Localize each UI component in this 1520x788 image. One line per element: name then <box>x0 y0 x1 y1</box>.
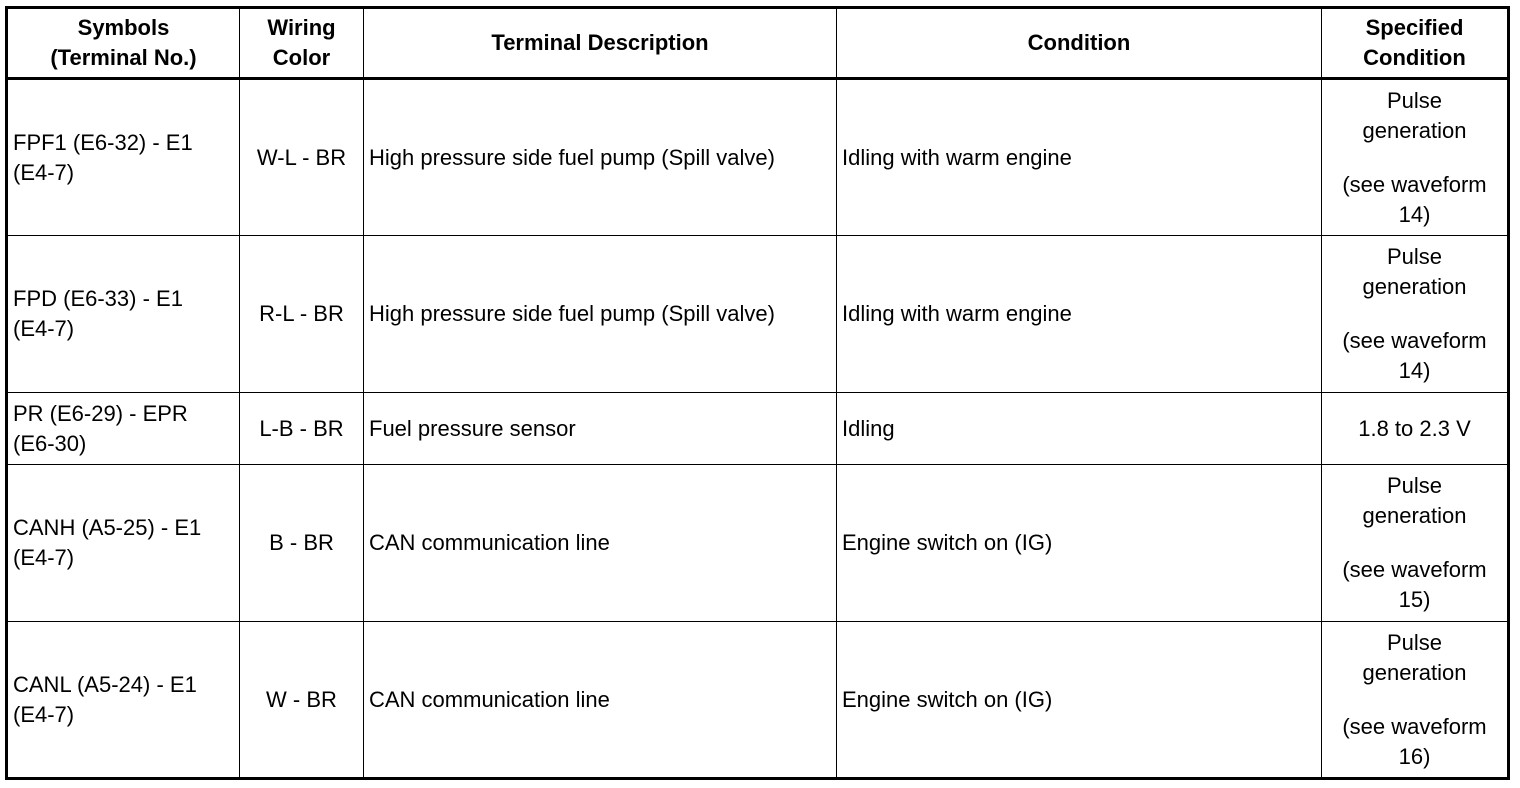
header-specified-condition: Specified Condition <box>1322 8 1509 79</box>
condition-cell: Idling with warm engine <box>837 79 1322 236</box>
table-row <box>7 465 1509 622</box>
description-cell: High pressure side fuel pump (Spill valve) <box>364 236 837 393</box>
specified-condition-cell: 1.8 to 2.3 V <box>1322 393 1509 465</box>
wiring-color-cell: W - BR <box>240 622 364 779</box>
description-cell: High pressure side fuel pump (Spill valve) <box>364 79 837 236</box>
specified-condition-cell: Pulse generation (see waveform 14) <box>1322 79 1509 236</box>
header-terminal-description: Terminal Description <box>364 8 837 79</box>
specified-condition-cell: Pulse generation (see waveform 15) <box>1322 465 1509 622</box>
wiring-color-cell: B - BR <box>240 465 364 622</box>
specified-condition-cell: Pulse generation (see waveform 14) <box>1322 236 1509 393</box>
header-wiring-color: Wiring Color <box>240 8 364 79</box>
specified-condition-cell: Pulse generation (see waveform 16) <box>1322 622 1509 779</box>
symbol-cell: PR (E6-29) - EPR (E6-30) <box>7 393 240 465</box>
table-row <box>7 393 1509 465</box>
header-symbols: Symbols (Terminal No.) <box>7 8 240 79</box>
wiring-color-cell: W-L - BR <box>240 79 364 236</box>
symbol-cell: FPD (E6-33) - E1 (E4-7) <box>7 236 240 393</box>
table-row <box>7 622 1509 779</box>
wiring-color-cell: L-B - BR <box>240 393 364 465</box>
description-cell: Fuel pressure sensor <box>364 393 837 465</box>
symbol-cell: CANH (A5-25) - E1 (E4-7) <box>7 465 240 622</box>
condition-cell: Idling with warm engine <box>837 236 1322 393</box>
condition-cell: Idling <box>837 393 1322 465</box>
table-row <box>7 236 1509 393</box>
wiring-color-cell: R-L - BR <box>240 236 364 393</box>
terminal-table <box>5 6 1510 780</box>
table-row <box>7 79 1509 236</box>
condition-cell: Engine switch on (IG) <box>837 622 1322 779</box>
description-cell: CAN communication line <box>364 622 837 779</box>
header-row <box>7 8 1509 79</box>
symbol-cell: FPF1 (E6-32) - E1 (E4-7) <box>7 79 240 236</box>
header-condition: Condition <box>837 8 1322 79</box>
condition-cell: Engine switch on (IG) <box>837 465 1322 622</box>
description-cell: CAN communication line <box>364 465 837 622</box>
symbol-cell: CANL (A5-24) - E1 (E4-7) <box>7 622 240 779</box>
